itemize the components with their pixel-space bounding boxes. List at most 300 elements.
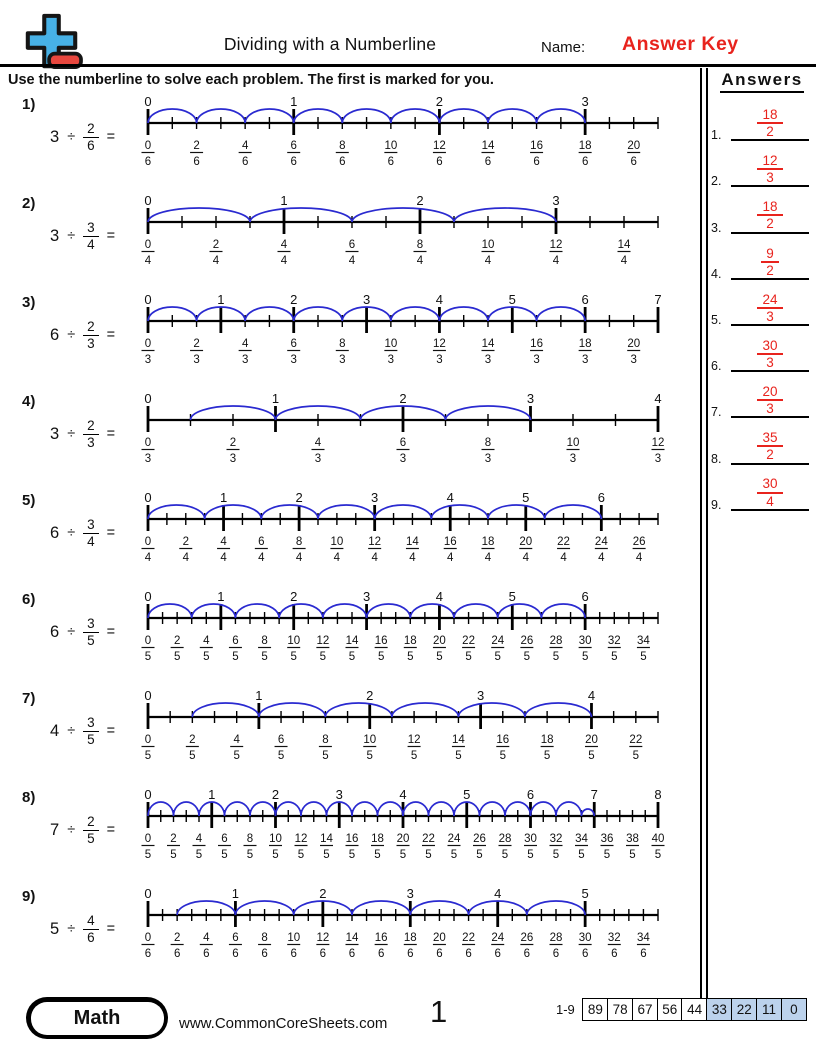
instruction-text: Use the numberline to solve each problem. The first is marked for you.	[8, 72, 494, 88]
problem-number: 6)	[22, 591, 36, 608]
score-cell: 67	[632, 998, 659, 1021]
integer-label: 0	[144, 392, 152, 406]
fraction-label-numerator: 26	[473, 833, 486, 845]
fraction-label-denominator: 5	[189, 750, 196, 762]
fraction-label-denominator: 3	[290, 354, 297, 366]
fraction-label-denominator: 3	[144, 453, 152, 465]
fraction-label-denominator: 4	[144, 255, 152, 267]
fraction-label-numerator: 20	[585, 734, 598, 746]
equals-symbol: =	[106, 525, 116, 541]
fraction-label-denominator: 5	[407, 651, 414, 663]
answer-number: 9.	[711, 497, 722, 512]
answer-denominator: 2	[766, 447, 774, 463]
answer-number: 7.	[711, 405, 722, 420]
division-expression	[50, 606, 115, 658]
answer-number: 2.	[711, 174, 722, 189]
fraction-label-denominator: 6	[436, 948, 443, 960]
header-rule	[0, 64, 816, 67]
fraction-label-numerator: 14	[452, 734, 465, 746]
answer-blank	[731, 370, 809, 372]
answers-list	[708, 99, 816, 515]
fraction-label-denominator: 6	[581, 948, 589, 960]
fraction-label-numerator: 12	[549, 239, 563, 251]
fraction-label-denominator: 3	[314, 453, 322, 465]
fraction-label-denominator: 3	[229, 453, 237, 465]
answer-number: 8.	[711, 451, 722, 466]
fraction-label-denominator: 6	[319, 948, 327, 960]
equals-symbol: =	[106, 129, 116, 145]
equals-symbol: =	[106, 228, 116, 244]
dividend: 5	[50, 919, 60, 938]
fraction-label-denominator: 3	[581, 354, 589, 366]
answer-blank	[731, 463, 809, 465]
answers-heading: Answers	[720, 70, 803, 93]
fraction-label-numerator: 12	[368, 536, 382, 548]
fraction-label-denominator: 6	[173, 948, 181, 960]
jump-arc	[192, 703, 259, 717]
jump-arc	[325, 703, 392, 717]
divisor-fraction	[83, 913, 99, 944]
fraction-label-denominator: 5	[232, 651, 239, 663]
fraction-label-numerator: 4	[220, 536, 227, 548]
answer-item	[708, 238, 816, 284]
answer-denominator: 2	[766, 262, 774, 278]
fraction-label-numerator: 10	[363, 734, 377, 746]
score-cell: 0	[781, 998, 808, 1021]
division-expression	[50, 507, 115, 559]
fraction-label-numerator: 32	[549, 833, 563, 845]
numberline	[140, 293, 680, 371]
fraction-label-denominator: 6	[203, 948, 210, 960]
jump-arc	[259, 703, 326, 717]
fraction-label-denominator: 4	[484, 255, 492, 267]
fraction-label-numerator: 30	[578, 635, 592, 647]
math-badge	[26, 997, 168, 1039]
fraction-label-denominator: 6	[290, 156, 297, 168]
answer-numerator: 18	[757, 199, 782, 216]
fraction-label-numerator: 4	[280, 239, 288, 251]
fraction-label-denominator: 5	[144, 651, 152, 663]
score-cell: 22	[731, 998, 758, 1021]
answer-fraction	[731, 199, 809, 231]
answer-fraction	[731, 338, 809, 370]
fraction-label-numerator: 14	[481, 140, 495, 152]
fraction-label-denominator: 6	[144, 156, 152, 168]
answer-number: 5.	[711, 312, 722, 327]
fraction-label-denominator: 5	[261, 651, 268, 663]
fraction-label-numerator: 20	[627, 338, 641, 350]
fraction-label-numerator: 10	[566, 437, 580, 449]
jump-arc	[318, 505, 375, 519]
fraction-label-denominator: 4	[212, 255, 220, 267]
division-expression	[50, 111, 115, 163]
divisor-fraction	[83, 517, 99, 548]
answer-item	[708, 284, 816, 330]
jump-arc	[541, 604, 585, 618]
fraction-label-numerator: 16	[496, 734, 510, 746]
fraction-label-numerator: 14	[345, 635, 359, 647]
fraction-label-denominator: 5	[272, 849, 279, 861]
fraction-label-numerator: 8	[261, 635, 268, 647]
dividend: 6	[50, 622, 60, 641]
fraction-label-denominator: 6	[523, 948, 531, 960]
fraction-label-numerator: 12	[433, 140, 446, 152]
integer-label: 5	[463, 788, 471, 802]
fraction-label-denominator: 6	[193, 156, 200, 168]
jump-arc	[235, 604, 279, 618]
equals-symbol: =	[106, 822, 116, 838]
integer-label: 2	[295, 491, 303, 505]
fraction-label-numerator: 4	[241, 338, 249, 350]
answer-blank	[731, 278, 809, 280]
fraction-label-numerator: 6	[258, 536, 265, 548]
fraction-label-numerator: 2	[193, 140, 200, 152]
fraction-label-denominator: 4	[522, 552, 529, 564]
fraction-label-numerator: 40	[651, 833, 665, 845]
fraction-label-denominator: 5	[297, 849, 305, 861]
fraction-label-denominator: 6	[290, 948, 297, 960]
fraction-label-numerator: 18	[540, 734, 554, 746]
dividend: 7	[50, 820, 60, 839]
answer-fraction	[731, 153, 809, 185]
answer-denominator: 2	[766, 216, 774, 232]
answer-numerator: 30	[757, 338, 782, 355]
fraction-label-numerator: 16	[530, 338, 543, 350]
problem-row	[6, 95, 702, 194]
integer-label: 2	[319, 887, 327, 901]
fraction-label-denominator: 5	[173, 651, 181, 663]
integer-label: 5	[508, 293, 516, 307]
fraction-label-numerator: 4	[203, 635, 210, 647]
fraction-label-denominator: 6	[465, 948, 472, 960]
fraction-label-denominator: 5	[144, 750, 152, 762]
fraction-label-denominator: 3	[484, 453, 492, 465]
jump-arc	[454, 604, 498, 618]
fraction-label-denominator: 6	[377, 948, 385, 960]
answer-denominator: 4	[766, 493, 774, 509]
integer-label: 7	[590, 788, 598, 802]
fraction-label-denominator: 4	[552, 255, 560, 267]
divide-symbol: ÷	[67, 822, 76, 838]
fraction-label-numerator: 20	[519, 536, 533, 548]
equals-symbol: =	[106, 921, 116, 937]
fraction-label-numerator: 22	[462, 635, 475, 647]
integer-label: 0	[144, 194, 152, 208]
fraction-label-numerator: 14	[406, 536, 419, 548]
answer-item	[708, 145, 816, 191]
dividend: 3	[50, 226, 60, 245]
jump-arc	[148, 505, 205, 519]
divisor-numerator: 2	[83, 814, 99, 830]
fraction-label-numerator: 24	[491, 932, 505, 944]
fraction-label-denominator: 3	[436, 354, 443, 366]
fraction-label-numerator: 28	[549, 932, 563, 944]
integer-label: 4	[435, 590, 444, 604]
fraction-label-numerator: 14	[617, 239, 631, 251]
fraction-label-denominator: 5	[410, 750, 418, 762]
fraction-label-numerator: 34	[637, 635, 650, 647]
answer-item	[708, 99, 816, 145]
integer-label: 2	[366, 689, 374, 703]
integer-label: 0	[144, 689, 152, 703]
answer-number: 4.	[711, 266, 722, 281]
fraction-label-numerator: 26	[632, 536, 646, 548]
problem-row	[6, 491, 702, 590]
fraction-label-denominator: 5	[170, 849, 177, 861]
integer-label: 3	[581, 95, 589, 109]
integer-label: 1	[231, 887, 240, 901]
fraction-label-numerator: 22	[462, 932, 475, 944]
fraction-label-denominator: 4	[560, 552, 567, 564]
integer-label: 6	[581, 590, 589, 604]
fraction-label-numerator: 8	[246, 833, 254, 845]
divisor-fraction	[83, 616, 99, 647]
fraction-label-denominator: 4	[280, 255, 288, 267]
integer-label: 3	[371, 491, 379, 505]
fraction-label-denominator: 5	[465, 651, 472, 663]
answer-number: 6.	[711, 359, 722, 374]
divide-symbol: ÷	[67, 426, 76, 442]
dividend: 6	[50, 325, 60, 344]
integer-label: 3	[362, 293, 371, 307]
fraction-label-denominator: 3	[399, 453, 407, 465]
fraction-label-denominator: 4	[348, 255, 356, 267]
answer-item	[708, 422, 816, 468]
fraction-label-denominator: 5	[374, 849, 381, 861]
fraction-label-numerator: 34	[575, 833, 588, 845]
fraction-label-numerator: 6	[232, 635, 239, 647]
jump-arc	[148, 208, 250, 222]
fraction-label-numerator: 22	[629, 734, 643, 746]
math-badge-label: Math	[31, 1002, 164, 1035]
divisor-fraction	[83, 319, 99, 350]
answer-numerator: 9	[761, 246, 779, 263]
fraction-label-denominator: 6	[630, 156, 637, 168]
problem-number: 9)	[22, 888, 36, 905]
jump-arc	[261, 505, 318, 519]
fraction-label-denominator: 5	[277, 750, 285, 762]
fraction-label-numerator: 12	[433, 338, 446, 350]
fraction-label-numerator: 0	[144, 437, 152, 449]
fraction-label-numerator: 30	[578, 932, 592, 944]
divisor-numerator: 3	[83, 616, 99, 632]
numberline	[140, 95, 680, 173]
integer-label: 0	[144, 788, 152, 802]
fraction-label-numerator: 8	[339, 140, 346, 152]
answers-panel	[708, 68, 816, 515]
integer-label: 3	[362, 590, 371, 604]
integer-label: 1	[290, 95, 298, 109]
fraction-label-denominator: 6	[581, 156, 589, 168]
fraction-label-numerator: 12	[316, 635, 330, 647]
dividend: 4	[50, 721, 60, 740]
integer-label: 5	[522, 491, 530, 505]
problems-list	[6, 95, 702, 986]
fraction-label-denominator: 5	[425, 849, 432, 861]
divisor-denominator: 5	[87, 632, 95, 648]
fraction-label-denominator: 3	[630, 354, 637, 366]
integer-label: 2	[290, 293, 298, 307]
fraction-label-numerator: 6	[277, 734, 285, 746]
fraction-label-numerator: 18	[403, 635, 417, 647]
division-expression	[50, 903, 115, 955]
problem-row	[6, 194, 702, 293]
integer-label: 2	[435, 95, 444, 109]
site-url: www.CommonCoreSheets.com	[179, 1015, 388, 1032]
divisor-numerator: 2	[83, 319, 99, 335]
divisor-numerator: 4	[83, 913, 99, 929]
integer-label: 2	[271, 788, 280, 802]
divisor-denominator: 3	[87, 434, 95, 450]
problem-number: 4)	[22, 393, 36, 410]
numberline	[140, 887, 680, 965]
fraction-label-denominator: 3	[144, 354, 152, 366]
fraction-label-numerator: 18	[481, 536, 495, 548]
fraction-label-numerator: 2	[170, 833, 177, 845]
fraction-label-numerator: 12	[407, 734, 421, 746]
fraction-label-numerator: 4	[241, 140, 249, 152]
integer-label: 0	[144, 590, 152, 604]
answer-denominator: 2	[766, 124, 774, 140]
divisor-denominator: 5	[87, 830, 95, 846]
fraction-label-denominator: 5	[578, 849, 585, 861]
division-expression	[50, 804, 115, 856]
fraction-label-denominator: 3	[387, 354, 395, 366]
fraction-label-denominator: 5	[366, 750, 373, 762]
fraction-label-denominator: 5	[523, 651, 531, 663]
fraction-label-denominator: 4	[295, 552, 303, 564]
answer-item	[708, 191, 816, 237]
fraction-label-numerator: 6	[290, 140, 297, 152]
answer-fraction	[731, 430, 809, 462]
fraction-label-numerator: 10	[481, 239, 495, 251]
answer-fraction	[731, 384, 809, 416]
score-cell: 78	[607, 998, 634, 1021]
fraction-label-numerator: 2	[173, 635, 181, 647]
answer-numerator: 18	[757, 107, 782, 124]
jump-arc	[431, 505, 488, 519]
fraction-label-numerator: 24	[594, 536, 608, 548]
fraction-label-denominator: 5	[629, 849, 636, 861]
fraction-label-numerator: 8	[484, 437, 492, 449]
fraction-label-denominator: 5	[377, 651, 385, 663]
integer-label: 4	[435, 293, 444, 307]
fraction-label-numerator: 6	[290, 338, 297, 350]
fraction-label-denominator: 3	[339, 354, 346, 366]
fraction-label-denominator: 4	[220, 552, 227, 564]
divisor-numerator: 2	[83, 418, 99, 434]
divide-symbol: ÷	[67, 525, 76, 541]
fraction-label-numerator: 2	[193, 338, 200, 350]
divisor-denominator: 5	[87, 731, 95, 747]
numberline	[140, 491, 680, 569]
fraction-label-numerator: 26	[520, 635, 534, 647]
jump-arc	[545, 505, 602, 519]
score-table	[556, 998, 807, 1021]
fraction-label-numerator: 4	[233, 734, 240, 746]
numberline	[140, 689, 680, 767]
fraction-label-numerator: 10	[269, 833, 282, 845]
fraction-label-numerator: 16	[374, 932, 388, 944]
problem-number: 7)	[22, 690, 36, 707]
fraction-label-numerator: 16	[374, 635, 388, 647]
fraction-label-numerator: 8	[261, 932, 268, 944]
fraction-label-denominator: 5	[603, 849, 611, 861]
integer-label: 5	[508, 590, 516, 604]
integer-label: 2	[416, 194, 424, 208]
fraction-label-denominator: 6	[144, 948, 152, 960]
fraction-label-numerator: 6	[399, 437, 407, 449]
numberline	[140, 590, 680, 668]
divisor-fraction	[83, 418, 99, 449]
problem-number: 1)	[22, 96, 36, 113]
divisor-numerator: 3	[83, 715, 99, 731]
fraction-label-denominator: 5	[246, 849, 254, 861]
division-expression	[50, 309, 115, 361]
integer-label: 6	[597, 491, 605, 505]
fraction-label-numerator: 10	[384, 338, 398, 350]
fraction-label-numerator: 2	[229, 437, 237, 449]
fraction-label-denominator: 4	[409, 552, 416, 564]
jump-arc	[250, 208, 352, 222]
divide-symbol: ÷	[67, 624, 76, 640]
fraction-label-denominator: 5	[322, 750, 329, 762]
integer-label: 4	[399, 788, 407, 802]
score-cell: 33	[706, 998, 733, 1021]
fraction-label-denominator: 3	[533, 354, 540, 366]
score-range-label: 1-9	[556, 1001, 575, 1017]
fraction-label-denominator: 5	[399, 849, 407, 861]
fraction-label-numerator: 24	[447, 833, 461, 845]
answer-blank	[731, 139, 809, 141]
fraction-label-denominator: 6	[552, 948, 560, 960]
answer-item	[708, 376, 816, 422]
answer-denominator: 3	[766, 170, 774, 186]
integer-label: 4	[654, 392, 662, 406]
fraction-label-denominator: 6	[348, 948, 356, 960]
divisor-denominator: 6	[87, 137, 95, 153]
fraction-label-numerator: 12	[651, 437, 665, 449]
answer-denominator: 3	[766, 355, 774, 371]
jump-arc	[392, 703, 459, 717]
fraction-label-denominator: 4	[484, 552, 492, 564]
integer-label: 3	[476, 689, 485, 703]
fraction-label-denominator: 5	[499, 750, 506, 762]
problem-row	[6, 392, 702, 491]
fraction-label-denominator: 4	[598, 552, 605, 564]
fraction-label-denominator: 5	[611, 651, 618, 663]
fraction-label-denominator: 5	[319, 651, 327, 663]
fraction-label-denominator: 6	[241, 156, 249, 168]
answer-item	[708, 469, 816, 515]
divide-symbol: ÷	[67, 327, 76, 343]
fraction-label-denominator: 5	[501, 849, 509, 861]
answer-numerator: 12	[757, 153, 782, 170]
fraction-label-denominator: 6	[436, 156, 443, 168]
fraction-label-numerator: 22	[422, 833, 435, 845]
division-expression	[50, 210, 115, 262]
divisor-denominator: 4	[87, 236, 95, 252]
divisor-numerator: 3	[83, 517, 99, 533]
equals-symbol: =	[106, 426, 116, 442]
answer-blank	[731, 324, 809, 326]
equals-symbol: =	[106, 723, 116, 739]
page-title: Dividing with a Numberline	[223, 34, 437, 54]
fraction-label-numerator: 2	[189, 734, 196, 746]
fraction-label-denominator: 5	[476, 849, 483, 861]
fraction-label-denominator: 4	[333, 552, 341, 564]
fraction-label-denominator: 5	[323, 849, 330, 861]
